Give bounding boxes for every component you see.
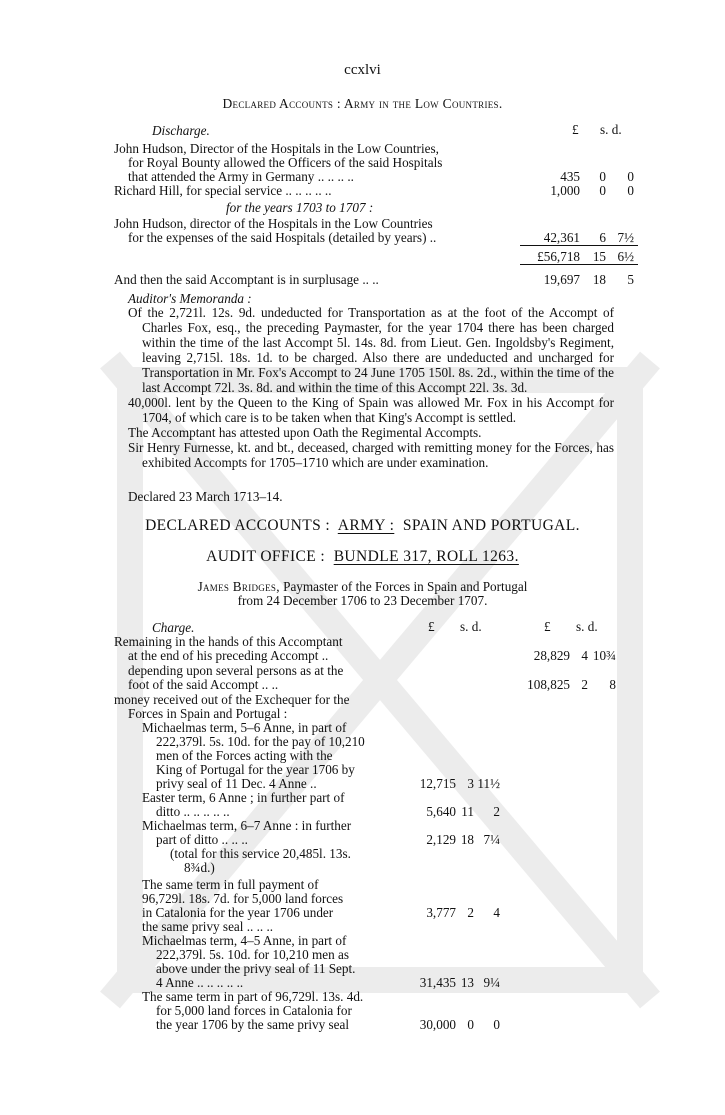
paymaster-title: Paymaster of the Forces in Spain and Portugal xyxy=(283,579,528,594)
charge-line: ditto .. .. .. .. .. xyxy=(156,804,230,819)
inner-col-sd: s. d. xyxy=(460,619,482,634)
surplus-pounds: 19,697 xyxy=(543,272,580,287)
entry-line: John Hudson, Director of the Hospitals in the Low Countries, xyxy=(114,141,439,156)
paymaster-line2: from 24 December 1706 to 23 December 1707. xyxy=(237,593,488,608)
charge-line: Forces in Spain and Portugal : xyxy=(128,706,288,721)
col-sd-header: s. d. xyxy=(600,122,622,137)
amount-shillings: 2 xyxy=(581,677,588,692)
charge-line: men of the Forces acting with the xyxy=(156,748,333,763)
amount-pounds: 3,777 xyxy=(426,905,456,920)
memo-paragraph: The Accomptant has attested upon Oath the Regimental Accompts. xyxy=(128,425,482,440)
amount-pounds: 28,829 xyxy=(533,648,570,663)
amount-pence: 7½ xyxy=(617,230,634,245)
charge-line: 4 Anne .. .. .. .. .. xyxy=(156,975,244,990)
total-rule xyxy=(520,264,638,265)
charge-line: Easter term, 6 Anne ; in further part of xyxy=(142,790,345,805)
entry-line: John Hudson, director of the Hospitals in the Low Countries xyxy=(114,216,433,231)
total-pence: 6½ xyxy=(617,249,634,264)
amount-shillings: 13 xyxy=(460,975,474,990)
discharge-label: Discharge. xyxy=(152,123,210,138)
amount-shillings: 0 xyxy=(467,1017,474,1032)
subheading-part: BUNDLE 317, ROLL 1263. xyxy=(333,548,519,565)
subheading-part: AUDIT OFFICE : xyxy=(206,548,326,565)
section2-subheading xyxy=(0,549,725,564)
charge-line: for 5,000 land forces in Catalonia for xyxy=(156,1003,352,1018)
charge-line: money received out of the Exchequer for the xyxy=(114,692,350,707)
amount-pence: 0 xyxy=(627,183,634,198)
charge-line: the same privy seal .. .. .. xyxy=(142,919,274,934)
amount-pounds: 5,640 xyxy=(426,804,456,819)
years-label: for the years 1703 to 1707 : xyxy=(226,200,374,215)
col-pounds-header: £ xyxy=(572,122,579,137)
sum-rule xyxy=(520,245,638,246)
amount-shillings: 18 xyxy=(460,832,474,847)
charge-line: the year 1706 by the same privy seal xyxy=(156,1017,349,1032)
amount-pounds: 42,361 xyxy=(543,230,580,245)
charge-line: Michaelmas term, 5–6 Anne, in part of xyxy=(142,720,347,735)
surplus-shillings: 18 xyxy=(592,272,606,287)
charge-line: 222,379l. 5s. 10d. for 10,210 men as xyxy=(156,947,350,962)
memoranda-body xyxy=(128,305,614,470)
charge-line: foot of the said Accompt .. .. xyxy=(128,677,279,692)
charge-line: part of ditto .. .. .. xyxy=(156,832,248,847)
amount-pence: 2 xyxy=(493,804,500,819)
amount-pounds: 1,000 xyxy=(550,183,580,198)
heading-part: SPAIN AND PORTUGAL. xyxy=(402,517,580,534)
amount-pounds: 30,000 xyxy=(419,1017,456,1032)
amount-shillings: 4 xyxy=(581,648,588,663)
amount-pence: 0 xyxy=(493,1017,500,1032)
surplus-pence: 5 xyxy=(627,272,634,287)
charge-line: at the end of his preceding Accompt .. xyxy=(128,648,329,663)
amount-pence: 0 xyxy=(627,169,634,184)
amount-pounds: 12,715 xyxy=(419,776,456,791)
amount-pence: 8 xyxy=(609,677,616,692)
page-number: ccxlvi xyxy=(344,62,381,78)
amount-pounds: 108,825 xyxy=(527,677,570,692)
section1-heading: Declared Accounts : Army in the Low Countries. xyxy=(222,96,503,111)
charge-line: King of Portugal for the year 1706 by xyxy=(156,762,355,777)
memo-paragraph: Sir Henry Furnesse, kt. and bt., deceased, charged with remitting money for the Forces, has exhibited Accompts for 1705–1710 which are under examination. xyxy=(128,440,614,470)
memo-paragraph: Of the 2,721l. 12s. 9d. undeducted for Transportation as at the foot of the Accompt of Charles Fox, esq., the preceding Paymaster, for the year 1704 there has been charged within the time of the last Accompt 5l. 14s. 8d. from Lieut. Gen. Ingoldsby's Regiment, leaving 2,715l. 18s. 1d. to be charged. Also there are undeducted and uncharged for Transportation in Mr. Fox's Accompt to 24 June 1705 150l. 8s. 2d., within the time of the last Accompt 72l. 3s. 8d. and within the time of this Accompt 22l. 3s. 3d. xyxy=(128,305,614,395)
charge-line: (total for this service 20,485l. 13s. xyxy=(170,846,351,861)
declared-date: Declared 23 March 1713–14. xyxy=(128,489,283,504)
amount-pence: 10¾ xyxy=(592,648,616,663)
charge-line: above under the privy seal of 11 Sept. xyxy=(156,961,356,976)
paymaster-line1 xyxy=(0,579,725,594)
amount-shillings: 0 xyxy=(599,183,606,198)
charge-line: depending upon several persons as at the xyxy=(128,663,344,678)
charge-line: privy seal of 11 Dec. 4 Anne .. xyxy=(156,776,317,791)
amount-pence: 4 xyxy=(493,905,500,920)
charge-line: in Catalonia for the year 1706 under xyxy=(142,905,334,920)
entry-line: for Royal Bounty allowed the Officers of the said Hospitals xyxy=(128,155,443,170)
amount-pence: 9¼ xyxy=(483,975,500,990)
amount-pounds: 31,435 xyxy=(419,975,456,990)
charge-line: Michaelmas term, 6–7 Anne : in further xyxy=(142,818,352,833)
inner-col-pounds: £ xyxy=(428,619,435,634)
entry-line: Richard Hill, for special service .. .. .. .. .. xyxy=(114,183,332,198)
charge-line: 8¾d.) xyxy=(184,860,215,875)
paymaster-name: James Bridges, xyxy=(197,579,280,594)
heading-part: ARMY : xyxy=(337,517,395,534)
outer-col-pounds: £ xyxy=(544,619,551,634)
charge-line: Remaining in the hands of this Accomptant xyxy=(114,634,343,649)
amount-shillings: 2 xyxy=(467,905,474,920)
charge-line: 222,379l. 5s. 10d. for the pay of 10,210 xyxy=(156,734,365,749)
memo-paragraph: 40,000l. lent by the Queen to the King of Spain was allowed Mr. Fox in his Accompt for 1704, of which care is to be taken when that King's Accompt is settled. xyxy=(128,395,614,425)
amount-shillings: 3 xyxy=(467,776,474,791)
heading-part: DECLARED ACCOUNTS : xyxy=(145,517,331,534)
memoranda-label: Auditor's Memoranda : xyxy=(128,291,252,306)
amount-pounds: 2,129 xyxy=(426,832,456,847)
total-pounds: £56,718 xyxy=(537,249,580,264)
amount-pounds: 435 xyxy=(560,169,580,184)
charge-line: The same term in full payment of xyxy=(142,877,319,892)
amount-pence: 11½ xyxy=(477,776,500,791)
amount-shillings: 6 xyxy=(599,230,606,245)
entry-line: for the expenses of the said Hospitals (detailed by years) .. xyxy=(128,230,437,245)
charge-label: Charge. xyxy=(152,620,195,635)
total-shillings: 15 xyxy=(592,249,606,264)
amount-shillings: 11 xyxy=(461,804,474,819)
charge-line: Michaelmas term, 4–5 Anne, in part of xyxy=(142,933,347,948)
surplus-text: And then the said Accomptant is in surplusage .. .. xyxy=(114,272,379,287)
section2-heading xyxy=(0,518,725,533)
charge-line: The same term in part of 96,729l. 13s. 4d. xyxy=(142,989,364,1004)
outer-col-sd: s. d. xyxy=(576,619,598,634)
amount-shillings: 0 xyxy=(599,169,606,184)
amount-pence: 7¼ xyxy=(483,832,500,847)
entry-line: that attended the Army in Germany .. .. .. .. xyxy=(128,169,354,184)
charge-line: 96,729l. 18s. 7d. for 5,000 land forces xyxy=(142,891,344,906)
